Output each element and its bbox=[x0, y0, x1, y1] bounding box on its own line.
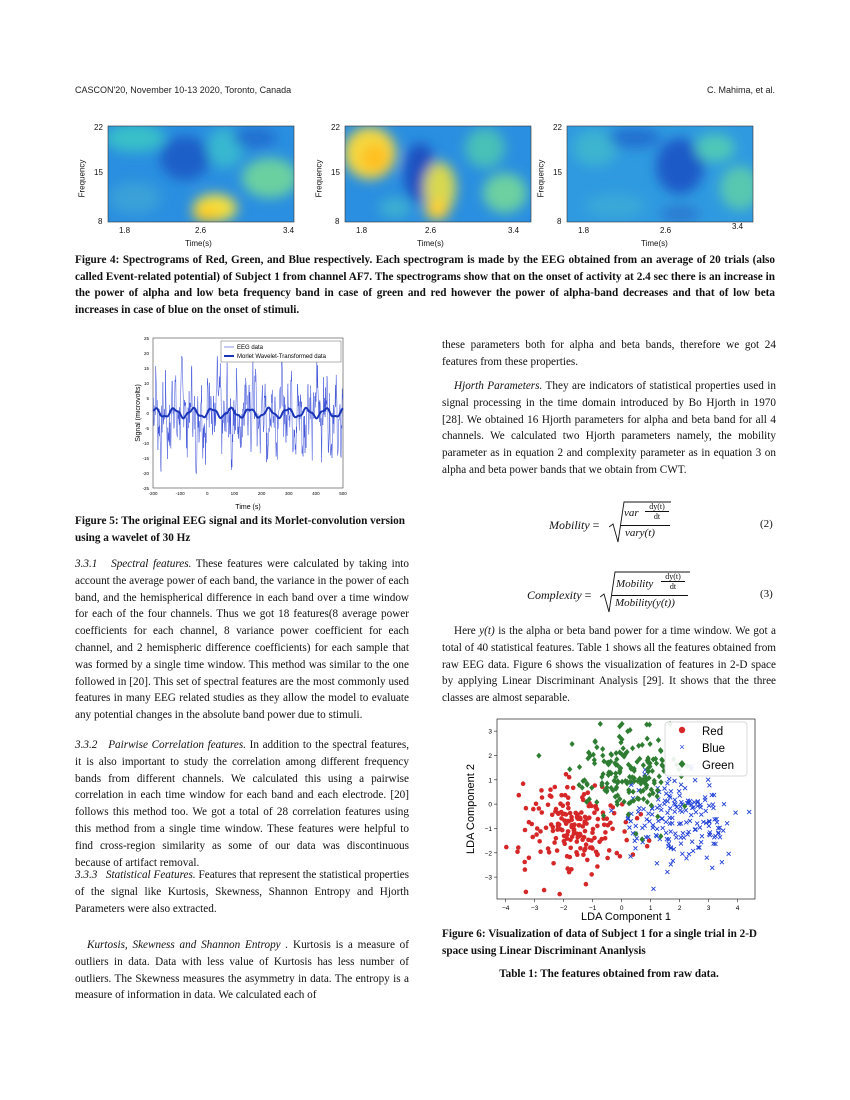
fig6-ytick: 1 bbox=[488, 777, 492, 785]
kurtosis-paragraph bbox=[75, 937, 409, 1004]
scatter-point-red bbox=[560, 828, 565, 833]
spec2-ytick-8: 8 bbox=[335, 217, 340, 226]
fig6-ytick: −3 bbox=[484, 874, 492, 882]
figure-5 bbox=[135, 333, 355, 513]
complexity-top: Mobility bbox=[616, 578, 654, 590]
fig6-ylabel: LDA Component 2 bbox=[465, 764, 477, 854]
scatter-point-red bbox=[557, 892, 562, 897]
section-3-3-2-number: 3.3.2 bbox=[75, 739, 98, 751]
fig5-xlabel: Time (s) bbox=[235, 504, 261, 511]
scatter-point-red bbox=[584, 882, 589, 887]
scatter-point-red bbox=[537, 839, 542, 844]
legend-blue-label: Blue bbox=[702, 743, 726, 755]
legend-blue-marker: × bbox=[679, 742, 685, 752]
scatter-point-red bbox=[605, 816, 610, 821]
fig5-xtick: 300 bbox=[284, 491, 293, 496]
scatter-point-red bbox=[524, 806, 529, 811]
scatter-point-red bbox=[572, 831, 577, 836]
legend-eeg-label: EEG data bbox=[237, 345, 264, 351]
complexity-deriv-den: dt bbox=[669, 582, 677, 591]
scatter-point-red bbox=[578, 846, 583, 851]
running-header-right: C. Mahima, et al. bbox=[706, 85, 775, 95]
equation-2-number: (2) bbox=[760, 518, 773, 530]
spec1-xtick-1: 1.8 bbox=[119, 226, 131, 235]
spec1-ytick-8: 8 bbox=[98, 217, 103, 226]
scatter-point-red bbox=[622, 829, 627, 834]
scatter-point-red bbox=[551, 861, 556, 866]
scatter-point-red bbox=[635, 816, 640, 821]
spec3-xtick-2: 2.6 bbox=[660, 226, 672, 235]
figure-6-caption: Figure 6: Visualization of data of Subject 1 for a single trial in 2-D space using Linear Discriminant Ananlysis bbox=[442, 928, 758, 957]
scatter-point-red bbox=[562, 842, 567, 847]
scatter-point-red bbox=[537, 806, 542, 811]
spec1-xtick-3: 3.4 bbox=[283, 226, 295, 235]
hjorth-paragraph bbox=[442, 378, 776, 479]
mobility-fraction-bar bbox=[620, 525, 670, 526]
fig6-xtick: 2 bbox=[677, 905, 682, 912]
scatter-point-red bbox=[605, 856, 610, 861]
fig6-xtick: −2 bbox=[559, 905, 568, 912]
fig6-ytick: −1 bbox=[484, 825, 492, 833]
fig5-ytick: 25 bbox=[143, 336, 149, 341]
after-eq-variable: y(t) bbox=[479, 625, 495, 637]
scatter-point-red bbox=[596, 817, 601, 822]
section-3-3-1-number: 3.3.1 bbox=[75, 558, 98, 570]
scatter-point-red bbox=[527, 856, 532, 861]
scatter-point-red bbox=[565, 785, 570, 790]
fig6-xtick: 4 bbox=[735, 905, 740, 912]
scatter-point-red bbox=[546, 846, 551, 851]
scatter-point-red bbox=[645, 844, 650, 849]
after-eq-start: Here bbox=[454, 625, 480, 637]
section-3-3-2-title: Pairwise Correlation features. bbox=[108, 739, 247, 751]
scatter-point-red bbox=[559, 793, 564, 798]
scatter-point-red bbox=[583, 815, 588, 820]
scatter-point-red bbox=[562, 818, 567, 823]
scatter-point-red bbox=[530, 835, 535, 840]
scatter-point-red bbox=[523, 828, 528, 833]
fig6-ytick: 3 bbox=[488, 728, 492, 736]
scatter-point-red bbox=[566, 829, 571, 834]
scatter-point-red bbox=[582, 792, 587, 797]
spectrogram-blue bbox=[567, 126, 760, 222]
scatter-point-red bbox=[539, 788, 544, 793]
fig5-ytick: -10 bbox=[142, 441, 149, 446]
hjorth-title: Hjorth Parameters. bbox=[454, 380, 543, 392]
fig6-ytick: 0 bbox=[488, 801, 492, 809]
scatter-point-red bbox=[530, 822, 535, 827]
scatter-point-red bbox=[534, 802, 539, 807]
scatter-point-red bbox=[607, 848, 612, 853]
scatter-point-red bbox=[553, 809, 558, 814]
spectrogram-red bbox=[105, 124, 298, 222]
kurtosis-title: Kurtosis, Skewness and Shannon Entropy . bbox=[87, 939, 289, 951]
scatter-point-red bbox=[578, 832, 583, 837]
hjorth-body: They are indicators of statistical properties used in signal processing in the time domain introduced by Bo Hjorth in 1970 [28]. We obtained 16 Hjorth parameters for alpha and beta band for all 4 channels. We calculated two Hjorth parameters namely, the mobility parameter as in equation 2 and complexity parameter as in equation 3 on alpha and beta power bands that we obtain from CWT. bbox=[442, 380, 776, 476]
fig5-xtick: 100 bbox=[230, 491, 239, 496]
lda-scatter-chart bbox=[460, 714, 760, 924]
scatter-point-red bbox=[579, 810, 584, 815]
section-3-3-2-body: In addition to the spectral features, it is also important to study the correlation among different frequency bands from different channels. We calculated this using a pairwise correlation in each time window for each band and each electrode. [20] follows this method too. We got a total of 28 correlation features using this method from a single time window. These features were helpful to find cross-region similarity as some of our data was discontinuous because of artifact removal. bbox=[75, 739, 410, 869]
scatter-point-red bbox=[592, 810, 597, 815]
scatter-point-red bbox=[591, 827, 596, 832]
scatter-point-red bbox=[531, 807, 536, 812]
fig5-ytick: 5 bbox=[146, 396, 149, 401]
scatter-point-red bbox=[550, 813, 555, 818]
scatter-point-red bbox=[521, 781, 526, 786]
scatter-point-red bbox=[544, 826, 549, 831]
legend-red-marker bbox=[679, 727, 685, 733]
scatter-point-red bbox=[549, 794, 554, 799]
scatter-point-red bbox=[566, 806, 571, 811]
spec2-xtick-2: 2.6 bbox=[425, 226, 437, 235]
spec3-ytick-8: 8 bbox=[557, 217, 562, 226]
fig5-ytick: -25 bbox=[142, 486, 149, 491]
section-3-3-3-title: Statistical Features. bbox=[105, 869, 196, 881]
scatter-point-red bbox=[571, 786, 576, 791]
after-eq-rest: is the alpha or beta band power for a time window. We got a total of 40 statistical features. Table 1 shows all the features obtained from raw EEG data. Figure 6 shows the visualization of features in 2-D space by applying Linear Discriminant Analysis [29]. It shows that the three classes are almost separable. bbox=[442, 625, 776, 705]
scatter-point-red bbox=[603, 830, 608, 835]
fig5-ytick: -5 bbox=[144, 426, 149, 431]
fig6-legend bbox=[665, 722, 747, 776]
scatter-point-red bbox=[568, 811, 573, 816]
scatter-point-red bbox=[555, 848, 560, 853]
scatter-point-red bbox=[565, 866, 570, 871]
scatter-point-red bbox=[558, 801, 563, 806]
fig5-xtick: 0 bbox=[206, 491, 209, 496]
fig6-xlabel: LDA Component 1 bbox=[581, 911, 671, 923]
running-header-left: CASCON'20, November 10-13 2020, Toronto, Canada bbox=[75, 85, 292, 95]
scatter-point-red bbox=[589, 838, 594, 843]
spec1-xtick-2: 2.6 bbox=[195, 226, 207, 235]
scatter-point-red bbox=[568, 838, 573, 843]
fig5-ytick: 20 bbox=[143, 351, 149, 356]
spec3-xtick-3: 3.4 bbox=[732, 222, 744, 231]
after-equations-paragraph bbox=[442, 623, 776, 707]
scatter-point-red bbox=[549, 822, 554, 827]
scatter-point-red bbox=[570, 823, 575, 828]
scatter-point-red bbox=[608, 803, 613, 808]
scatter-point-red bbox=[555, 827, 560, 832]
scatter-point-red bbox=[522, 860, 527, 865]
scatter-point-red bbox=[548, 787, 553, 792]
section-3-3-3-body: Features that represent the statistical properties of the signal like Kurtosis, Skewness, Shannon Entropy and Hjorth Parameters were also extracted. bbox=[75, 869, 410, 915]
scatter-point-red bbox=[566, 801, 571, 806]
scatter-point-red bbox=[610, 827, 615, 832]
scatter-point-red bbox=[583, 846, 588, 851]
scatter-point-red bbox=[581, 853, 586, 858]
spec3-xlabel: Time(s) bbox=[641, 239, 668, 248]
section-3-3-3-number: 3.3.3 bbox=[75, 869, 98, 881]
scatter-point-red bbox=[524, 890, 529, 895]
fig5-ytick: 0 bbox=[146, 411, 149, 416]
spec2-ytick-15: 15 bbox=[331, 168, 340, 177]
fig6-xtick: 3 bbox=[706, 905, 711, 912]
scatter-point-red bbox=[599, 837, 604, 842]
scatter-point-red bbox=[553, 785, 558, 790]
scatter-point-red bbox=[585, 858, 590, 863]
mobility-deriv bbox=[645, 502, 669, 521]
complexity-lhs: Complexity = bbox=[527, 588, 592, 602]
fig6-xtick: −1 bbox=[588, 905, 597, 912]
table-1-caption: Table 1: The features obtained from raw data. bbox=[499, 968, 719, 980]
spec3-ytick-22: 22 bbox=[553, 123, 562, 132]
spec2-xlabel: Time(s) bbox=[417, 239, 444, 248]
spec2-xtick-3: 3.4 bbox=[508, 226, 520, 235]
fig5-xtick: 500 bbox=[339, 491, 347, 496]
section-3-3-1-body: These features were calculated by taking into account the average power of each band, the variance in the power of each band, and the hemispherical difference in each band over a time window for each of the four channels. Thus we got 18 features(8 average power coefficients for each channel, 8 variance power coefficient for each channel, and 2 hemispheric difference coefficients) for each sample that was formed by a single time window. This method was similar to the one followed in [20]. This set of spectral features are the most commonly used features in many EEG related studies as they allow the model to evaluate any potential changes in the absolute band power due to stimuli. bbox=[75, 558, 409, 722]
fig5-ylabel: Signal (microvolts) bbox=[135, 384, 142, 442]
scatter-point-red bbox=[542, 888, 547, 893]
section-3-3-2 bbox=[75, 737, 409, 871]
scatter-point-red bbox=[568, 846, 573, 851]
spec2-ytick-22: 22 bbox=[331, 123, 340, 132]
scatter-point-red bbox=[540, 810, 545, 815]
complexity-deriv bbox=[661, 572, 685, 591]
scatter-point-red bbox=[618, 854, 623, 859]
scatter-point-red bbox=[564, 772, 569, 777]
scatter-point-red bbox=[582, 835, 587, 840]
spec3-xtick-1: 1.8 bbox=[578, 226, 590, 235]
scatter-point-red bbox=[538, 849, 543, 854]
scatter-point-red bbox=[583, 829, 588, 834]
fig6-xtick: −4 bbox=[501, 905, 510, 912]
scatter-point-red bbox=[589, 872, 594, 877]
scatter-point-red bbox=[589, 804, 594, 809]
section-3-3-3 bbox=[75, 867, 409, 917]
spec1-xlabel: Time(s) bbox=[185, 239, 212, 248]
scatter-point-red bbox=[595, 824, 600, 829]
scatter-point-red bbox=[624, 838, 629, 843]
mobility-lhs: Mobility = bbox=[549, 518, 600, 532]
scatter-point-red bbox=[583, 819, 588, 824]
figure-4 bbox=[75, 118, 775, 250]
section-3-3-1-title: Spectral features. bbox=[111, 558, 192, 570]
equals-sign-2: = bbox=[584, 588, 592, 602]
mobility-deriv-num: dy(t) bbox=[645, 502, 669, 512]
scatter-point-red bbox=[575, 839, 580, 844]
scatter-point-red bbox=[534, 832, 539, 837]
spec1-ylabel: Frequency bbox=[77, 159, 87, 198]
fig5-ytick: -15 bbox=[142, 456, 149, 461]
fig6-ytick: −2 bbox=[484, 850, 492, 858]
scatter-point-red bbox=[552, 840, 557, 845]
scatter-point-red bbox=[516, 845, 521, 850]
legend-red-label: Red bbox=[702, 726, 724, 738]
spec3-ytick-15: 15 bbox=[553, 168, 562, 177]
fig5-ytick: 15 bbox=[143, 366, 149, 371]
equation-3-number: (3) bbox=[760, 588, 773, 600]
fig5-xtick: -200 bbox=[148, 491, 158, 496]
fig6-ytick: 2 bbox=[488, 752, 492, 760]
spec1-ytick-22: 22 bbox=[94, 123, 103, 132]
fig5-xtick: 200 bbox=[257, 491, 266, 496]
mobility-denominator: vary(t) bbox=[625, 527, 655, 539]
scatter-point-red bbox=[504, 845, 509, 850]
scatter-point-red bbox=[575, 814, 580, 819]
fig5-ytick: -20 bbox=[142, 471, 149, 476]
section-3-3-1 bbox=[75, 556, 409, 724]
kurtosis-body: Kurtosis is a measure of outliers in data. Data with less value of Kurtosis has less number of outliers. The Skewness measures the asymmetry in data. The entropy is a measure of information in data. We calculated each of bbox=[75, 939, 410, 1002]
scatter-point-red bbox=[523, 867, 528, 872]
scatter-point-red bbox=[560, 812, 565, 817]
scatter-point-red bbox=[567, 819, 572, 824]
equals-sign: = bbox=[592, 518, 600, 532]
scatter-point-red bbox=[535, 826, 540, 831]
scatter-point-red bbox=[546, 803, 551, 808]
scatter-point-red bbox=[551, 829, 556, 834]
mobility-deriv-den: dt bbox=[653, 512, 661, 521]
scatter-point-red bbox=[584, 842, 589, 847]
scatter-point-red bbox=[574, 850, 579, 855]
scatter-point-red bbox=[517, 793, 522, 798]
scatter-point-red bbox=[515, 850, 520, 855]
scatter-point-red bbox=[595, 864, 600, 869]
scatter-point-red bbox=[595, 852, 600, 857]
fig6-xtick: 0 bbox=[619, 905, 624, 912]
scatter-point-red bbox=[568, 855, 573, 860]
fig6-xtick: 1 bbox=[648, 905, 653, 912]
spec2-xtick-1: 1.8 bbox=[356, 226, 368, 235]
fig5-xtick: -100 bbox=[175, 491, 185, 496]
right-continuation: these parameters both for alpha and beta bands, therefore we got 24 features from these properties. bbox=[442, 339, 776, 368]
figure-5-caption: Figure 5: The original EEG signal and its Morlet-convolution version using a wavelet of 30 Hz bbox=[75, 515, 405, 544]
complexity-fraction-bar bbox=[612, 595, 688, 596]
legend-morlet-label: Morlet Wavelet-Transformed data bbox=[237, 354, 326, 360]
scatter-point-red bbox=[590, 845, 595, 850]
figure-4-caption: Figure 4: Spectrograms of Red, Green, and Blue respectively. Each spectrogram is made by the EEG obtained from an average of 20 trials (also called Event-related potential) of Subject 1 from channel AF7. The spectrograms show that on the onset of activity at 2.4 sec there is an increase in the power of alpha and low beta frequency band in case of green and red however the power of alpha-band decreases and that of low beta increases in case of blue on the onset of stimuli. bbox=[75, 254, 775, 316]
spectrogram-green bbox=[344, 126, 531, 222]
scatter-point-red bbox=[540, 795, 545, 800]
mobility-var: var bbox=[624, 507, 639, 519]
eeg-line-chart bbox=[135, 333, 355, 513]
spec1-ytick-15: 15 bbox=[94, 168, 103, 177]
fig5-xtick: 400 bbox=[312, 491, 320, 496]
legend-green-label: Green bbox=[702, 760, 734, 772]
fig5-ytick: 10 bbox=[143, 381, 149, 386]
scatter-point-red bbox=[554, 836, 559, 841]
figure-6 bbox=[460, 714, 760, 924]
scatter-point-red bbox=[602, 823, 607, 828]
spec3-ylabel: Frequency bbox=[536, 159, 546, 198]
fig5-legend bbox=[221, 341, 341, 362]
complexity-deriv-num: dy(t) bbox=[661, 572, 685, 582]
complexity-denominator: Mobility(y(t)) bbox=[615, 597, 675, 609]
spec2-ylabel: Frequency bbox=[314, 159, 324, 198]
fig6-xtick: −3 bbox=[530, 905, 539, 912]
